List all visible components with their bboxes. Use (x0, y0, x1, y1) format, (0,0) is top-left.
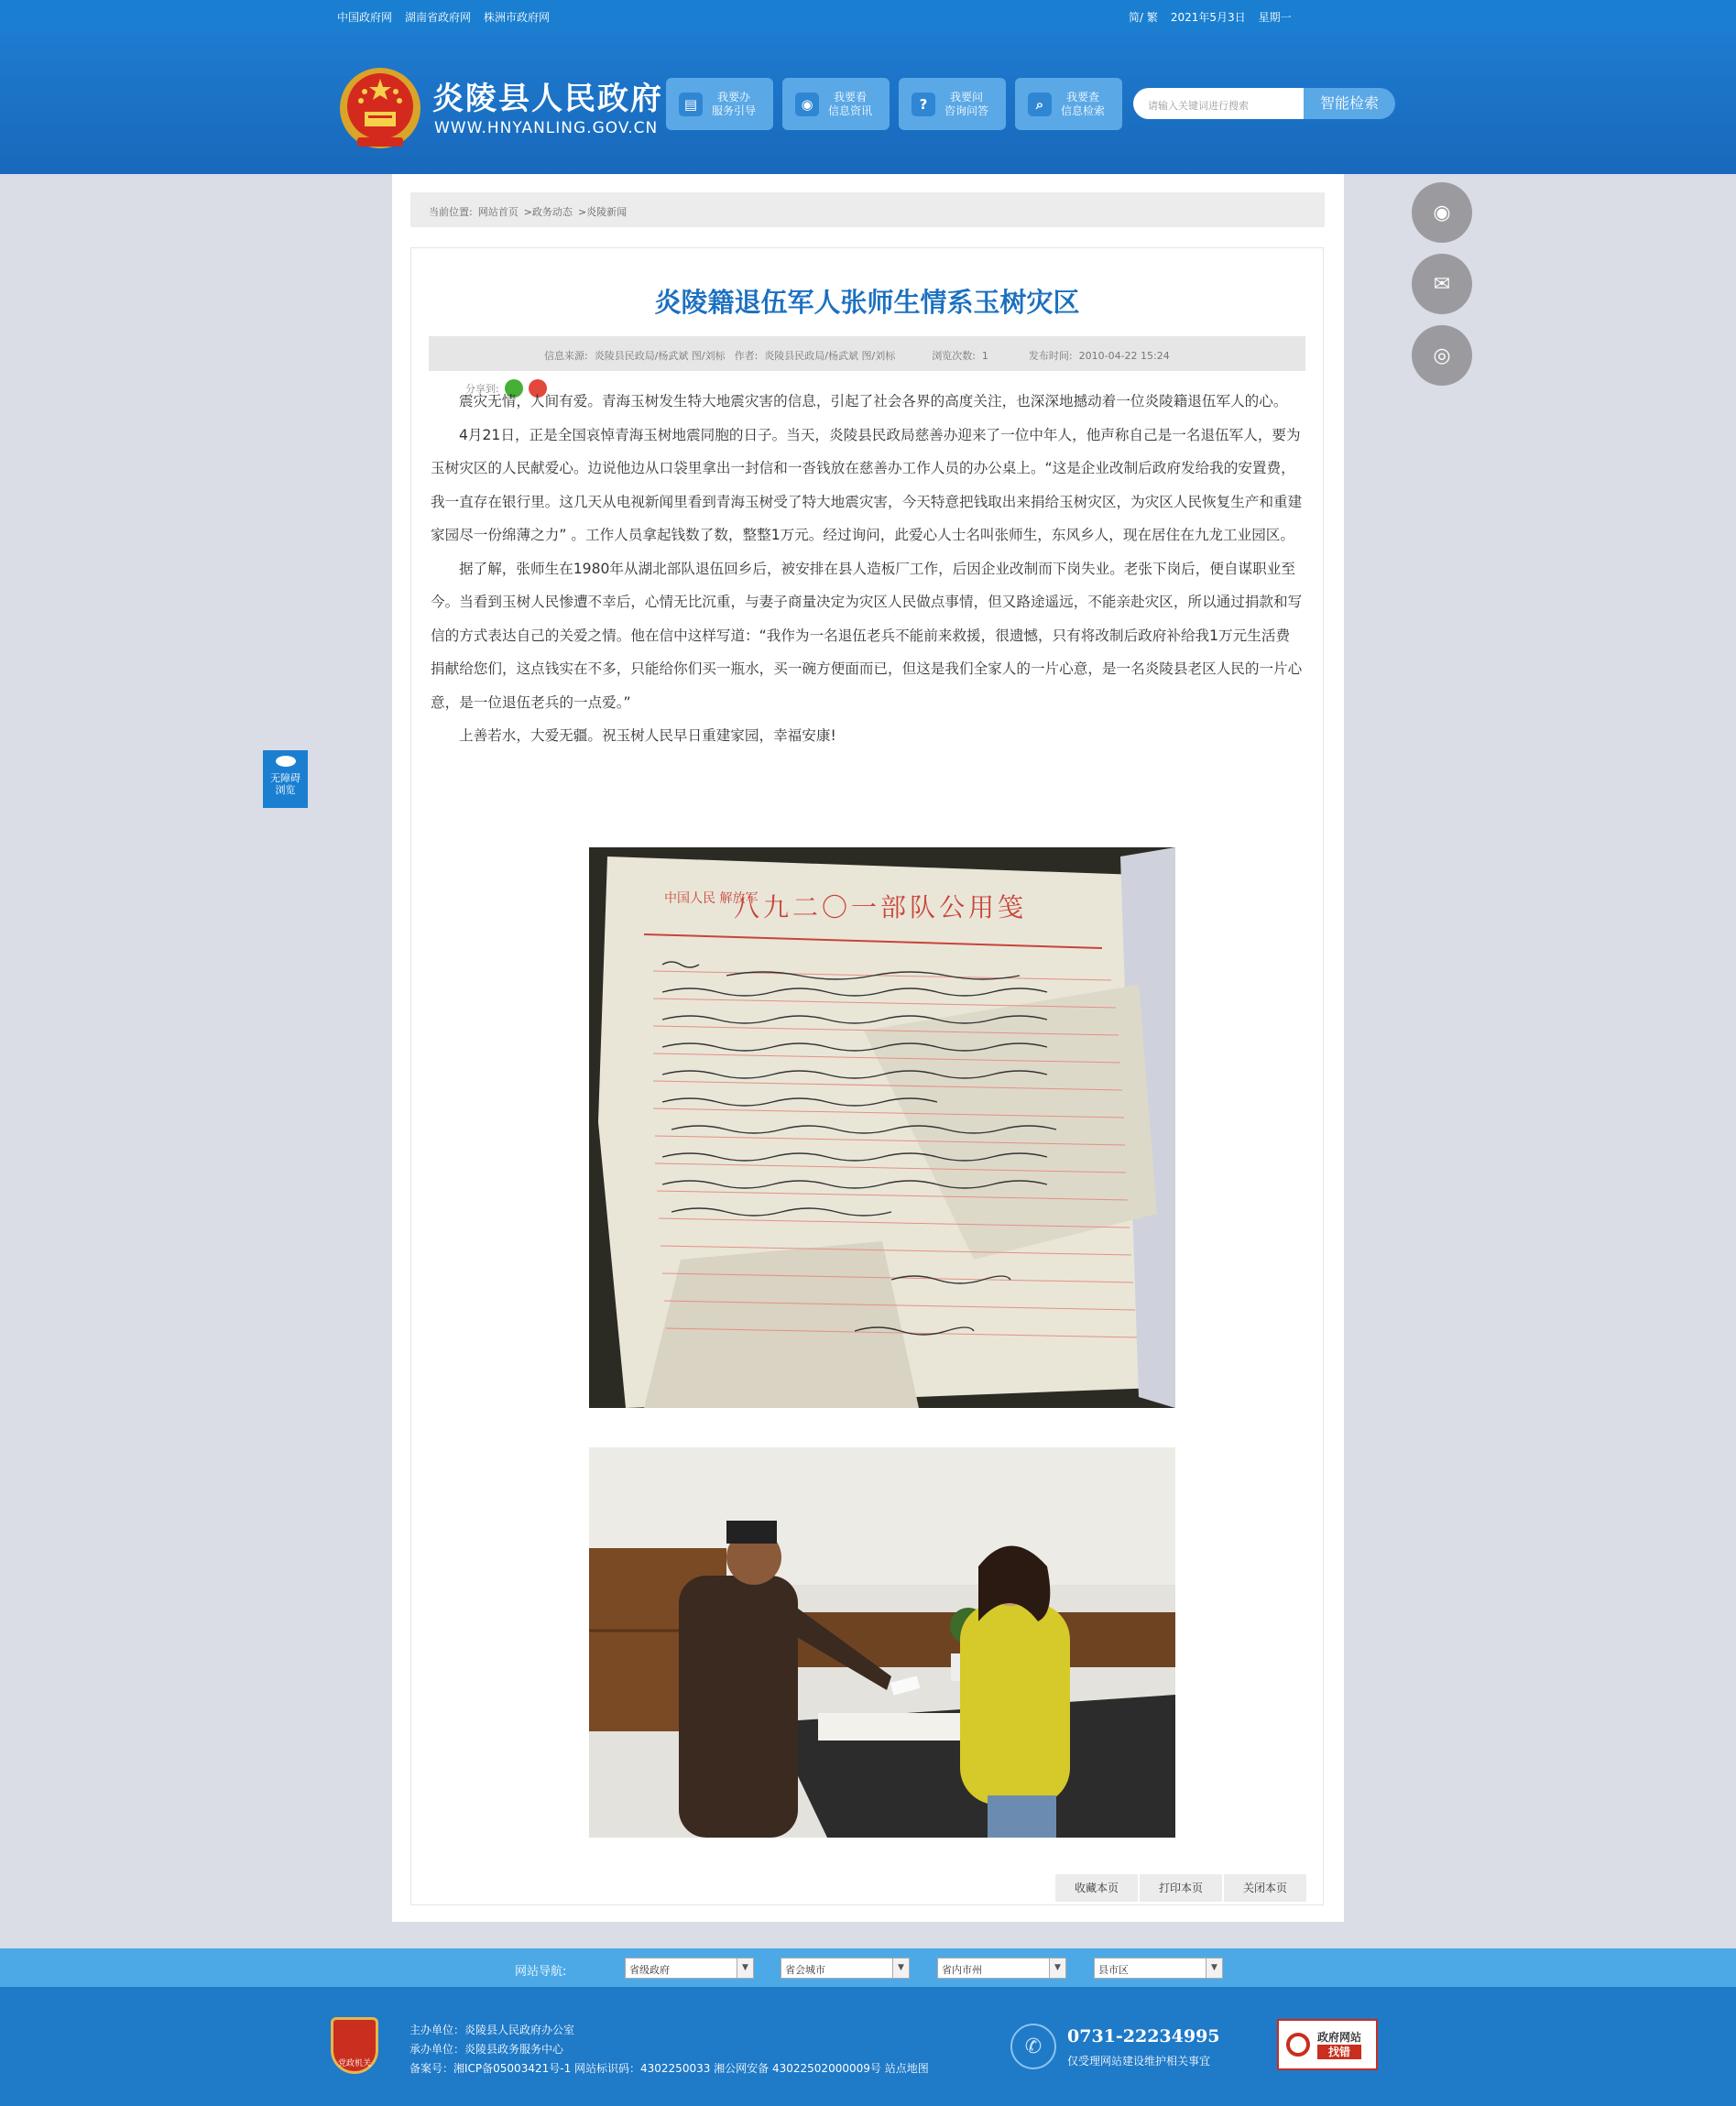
search-input[interactable]: 请输入关键词进行搜索 (1133, 88, 1304, 119)
bookmark-button[interactable]: 收藏本页 (1055, 1874, 1138, 1902)
eye-icon[interactable]: ◉ (1412, 182, 1472, 243)
letter-photo (589, 847, 1175, 1408)
badge-label: 党政机关 (337, 2059, 371, 2068)
footer-info (409, 2021, 929, 2079)
footer-phone: 0731-22234995 (1067, 2026, 1220, 2046)
donation-image (589, 1447, 1175, 1838)
chevron-down-icon: ▼ (1049, 1959, 1065, 1978)
eye-icon: ◉ (795, 93, 819, 116)
site-url: WWW.HNYANLING.GOV.CN (434, 119, 659, 137)
nav-sub: 信息资讯 (828, 104, 873, 117)
accessibility-button[interactable] (263, 750, 308, 808)
select-capital-cities[interactable] (781, 1958, 910, 1979)
link-zhuzhou-gov[interactable]: 株洲市政府网 (484, 11, 551, 24)
footer-nav (0, 1948, 1736, 1987)
article-meta (429, 336, 1305, 371)
nav-service-guide[interactable] (666, 78, 773, 130)
meta-published: 发布时间: 2010-04-22 15:24 (1028, 350, 1170, 362)
donation-photo (589, 1447, 1175, 1838)
paragraph: 据了解，张师生在1980年从湖北部队退伍回乡后，被安排在县人造板厂工作，后因企业改制而下岗失业。老张下岗后，便自谋职业至今。当看到玉树人民惨遭不幸后，心情无比沉重，与妻子商量决定为灾区人民做点事情，但又路途遥远，不能亲赴灾区，所以通过捐款和写信的方式表达自己的关爱之情。他在信中这样写道：“我作为一名退伍老兵不能前来救援，很遗憾，只有将改制后政府补给我1万元生活费捐献给您们，这点钱实在不多，只能给你们买一瓶水，买一碗方便面而已，但这是我们全家人的一片心意，是一名炎陵县老区人民的一片心意，是一位退伍老兵的一点爱。” (431, 560, 1303, 711)
meta-author: 作者: 炎陵县民政局/杨武斌 图/刘标 (734, 350, 896, 362)
accessibility-line1: 无障碍 (270, 772, 300, 784)
nav-consult[interactable] (899, 78, 1006, 130)
nav-sub: 服务引导 (712, 104, 757, 117)
select-value: 省会城市 (785, 1964, 825, 1976)
article-body (431, 385, 1303, 753)
select-province-gov[interactable] (625, 1958, 754, 1979)
paragraph: 上善若水，大爱无疆。祝玉树人民早日重建家园，幸福安康! (459, 727, 836, 744)
party-gov-badge[interactable] (331, 2017, 378, 2074)
error-line2: 找错 (1317, 2045, 1361, 2059)
paragraph: 震灾无情，人间有爱。青海玉树发生特大地震灾害的信息，引起了社会各界的高度关注，也深深地撼动着一位炎陵籍退伍军人的心。 (459, 393, 1288, 409)
letter-org: 中国人民 解放军 (664, 891, 759, 906)
article-title: 炎陵籍退伍军人张师生情系玉树灾区 (654, 287, 1080, 318)
article-actions (1055, 1874, 1306, 1902)
top-bar (0, 0, 1736, 31)
link-hunan-gov[interactable]: 湖南省政府网 (405, 11, 472, 24)
site-title[interactable]: 炎陵县人民政府 (432, 81, 663, 117)
eye-icon (276, 756, 296, 767)
select-counties[interactable] (1094, 1958, 1223, 1979)
letter-image (589, 847, 1175, 1408)
chevron-down-icon: ▼ (892, 1959, 909, 1978)
magnifier-icon (1286, 2033, 1310, 2057)
wechat-icon[interactable]: ✉ (1412, 254, 1472, 314)
close-page-button[interactable]: 关闭本页 (1224, 1874, 1306, 1902)
error-line1: 政府网站 (1317, 2031, 1362, 2044)
paragraph: 4月21日，正是全国哀悼青海玉树地震同胞的日子。当天，炎陵县民政局慈善办迎来了一位中年人，他声称自己是一名退伍军人，要为玉树灾区的人民献爱心。边说他边从口袋里拿出一封信和一沓钱放在慈善办工作人员的办公桌上。“这是企业改制后政府发给我的安置费，我一直存在银行里。这几天从电视新闻里看到青海玉树受了特大地震灾害，今天特意把钱取出来捐给玉树灾区，为灾区人民恢复生产和重建家园尽一份绵薄之力” 。工作人员拿起钱数了数，整整1万元。经过询问，此爱心人士名叫张师生，东风乡人，现在居住在九龙工业园区。 (431, 426, 1303, 543)
meta-views: 浏览次数: 1 (932, 350, 988, 362)
footer-phone-note: 仅受理网站建设维护相关事宜 (1067, 2055, 1211, 2068)
nav-main: 我要办 (717, 90, 751, 104)
nav-main: 我要查 (1066, 90, 1100, 104)
letter-heading: 八九二〇一部队公用笺 (734, 892, 1028, 922)
breadcrumb-home[interactable]: 网站首页 (477, 206, 519, 218)
select-province-cities[interactable] (937, 1958, 1066, 1979)
nav-sub: 咨询问答 (944, 104, 989, 117)
national-emblem-icon (337, 64, 423, 156)
search-icon: ⌕ (1028, 93, 1052, 116)
weibo-icon[interactable]: ◎ (1412, 325, 1472, 386)
breadcrumb-yanling-news[interactable]: >炎陵新闻 (577, 206, 628, 218)
document-icon: ▤ (679, 93, 703, 116)
breadcrumb (410, 192, 1325, 227)
footer-record: 备案号：湘ICP备05003421号-1 网站标识码：4302250033 湘公网安备 43022502000009号 站点地图 (409, 2062, 929, 2075)
accessibility-line2: 浏览 (275, 784, 296, 796)
breadcrumb-gov-news[interactable]: >政务动态 (523, 206, 573, 218)
select-value: 省内市州 (942, 1964, 982, 1976)
search-button[interactable]: 智能检索 (1304, 88, 1395, 119)
weekday-text: 星期一 (1258, 11, 1292, 24)
chevron-down-icon: ▼ (1206, 1959, 1222, 1978)
footer-organizer: 承办单位：炎陵县政务服务中心 (409, 2043, 564, 2056)
question-icon: ? (912, 93, 935, 116)
footer-nav-label: 网站导航: (515, 1965, 567, 1979)
top-links (337, 9, 550, 25)
breadcrumb-prefix: 当前位置: (429, 206, 473, 218)
nav-main: 我要问 (950, 90, 984, 104)
meta-source: 信息来源: 炎陵县民政局/杨武斌 图/刘标 (544, 350, 726, 362)
nav-info-news[interactable] (782, 78, 890, 130)
chevron-down-icon: ▼ (737, 1959, 753, 1978)
print-button[interactable]: 打印本页 (1140, 1874, 1222, 1902)
phone-icon: ✆ (1010, 2024, 1056, 2069)
nav-info-search[interactable] (1015, 78, 1122, 130)
link-central-gov[interactable]: 中国政府网 (337, 11, 393, 24)
select-value: 县市区 (1098, 1964, 1129, 1976)
share-label: 分享到: (465, 383, 499, 395)
top-right (1129, 9, 1292, 25)
header-nav (666, 78, 1122, 130)
footer (0, 1987, 1736, 2106)
nav-main: 我要看 (834, 90, 868, 104)
date-text: 2021年5月3日 (1170, 11, 1246, 24)
lang-switch[interactable]: 简/ 繁 (1129, 11, 1158, 24)
footer-host: 主办单位：炎陵县人民政府办公室 (409, 2024, 575, 2036)
report-error-button[interactable] (1277, 2019, 1378, 2070)
select-value: 省级政府 (629, 1964, 670, 1976)
nav-sub: 信息检索 (1061, 104, 1106, 117)
